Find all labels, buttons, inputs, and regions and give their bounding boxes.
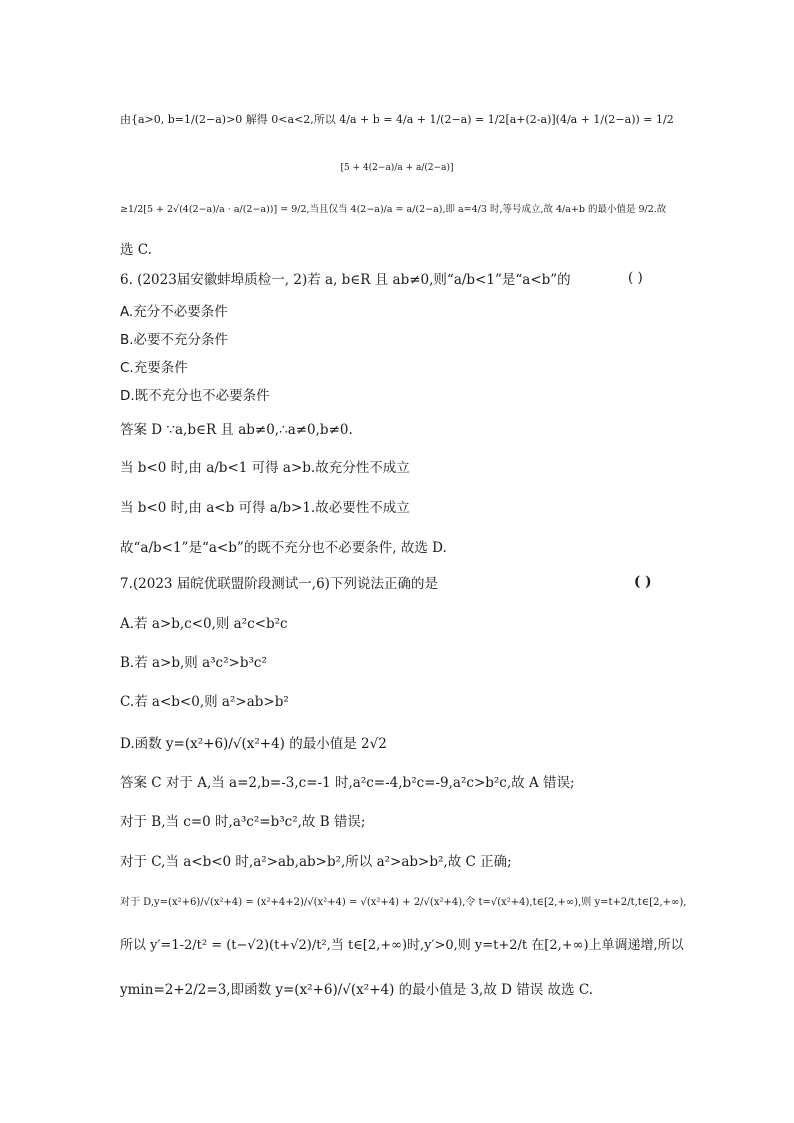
q7-option-b: B.若 a>b,则 a³c²>b³c² [120,655,267,671]
q6-solution-1: 当 b<0 时,由 a/b<1 可得 a>b.故充分性不成立 [120,460,410,476]
q6-option-c: C.充要条件 [120,360,188,376]
solution-line-1: 由{a>0, b=1/(2−a)>0 解得 0<a<2,所以 4/a + b = 4/a + 1/(2−a) = 1/2[a+(2-a)](4/a + 1/(2−a)) = 1/2 [120,113,674,126]
q6-solution-2: 当 b<0 时,由 a<b 可得 a/b>1.故必要性不成立 [120,500,410,516]
q7-answer-paren: ( ) [634,574,652,590]
q7-solution-4: 所以 y′=1-2/t² = (t−√2)(t+√2)/t²,当 t∈[2,+∞)时,y′>0,则 y=t+2/t 在[2,+∞)上单调递增,所以 [120,938,684,953]
q7-solution-5: ymin=2+2/2=3,即函数 y=(x²+6)/√(x²+4) 的最小值是 3,故 D 错误 故选 C. [120,982,593,998]
q7-solution-1: 对于 B,当 c=0 时,a³c²=b³c²,故 B 错误; [120,814,366,830]
solution-line-3: ≥1/2[5 + 2√(4(2−a)/a · a/(2−a))] = 9/2,当且仅当 4(2−a)/a = a/(2−a),即 a=4/3 时,等号成立,故 4/a+b 的最小值是 9/2.故 [120,204,667,215]
q6-option-b: B.必要不充分条件 [120,332,229,348]
solution-line-2: [5 + 4(2−a)/a + a/(2−a)] [340,163,454,173]
q7-solution-2: 对于 C,当 a<b<0 时,a²>ab,ab>b²,所以 a²>ab>b²,故 C 正确; [120,854,512,870]
q7-option-c: C.若 a<b<0,则 a²>ab>b² [120,694,289,710]
q6-option-d: D.既不充分也不必要条件 [120,388,270,404]
q7-option-d: D.函数 y=(x²+6)/√(x²+4) 的最小值是 2√2 [120,736,387,752]
q6-solution-3: 故“a/b<1”是“a<b”的既不充分也不必要条件, 故选 D. [120,540,447,556]
q7-option-a: A.若 a>b,c<0,则 a²c<b²c [120,616,288,632]
q7-answer: 答案 C 对于 A,当 a=2,b=-3,c=-1 时,a²c=-4,b²c=-9,a²c>b²c,故 A 错误; [120,775,575,791]
q7-solution-3: 对于 D,y=(x²+6)/√(x²+4) = (x²+4+2)/√(x²+4) = √(x²+4) + 2/√(x²+4),令 t=√(x²+4),t∈[2,+∞),则 y=t+2/t,t∈[2,+∞), [120,897,687,908]
q6-option-a: A.充分不必要条件 [120,304,228,320]
q6-answer: 答案 D ∵a,b∈R 且 ab≠0,∴a≠0,b≠0. [120,422,353,438]
q6-answer-paren: ( ) [628,270,643,286]
solution-line-4: 选 C. [120,242,152,258]
q7-stem: 7.(2023 届皖优联盟阶段测试一,6)下列说法正确的是 [120,576,438,592]
q6-stem: 6. (2023届安徽蚌埠质检一, 2)若 a, b∈R 且 ab≠0,则“a/b<1”是“a<b”的 [120,272,571,288]
